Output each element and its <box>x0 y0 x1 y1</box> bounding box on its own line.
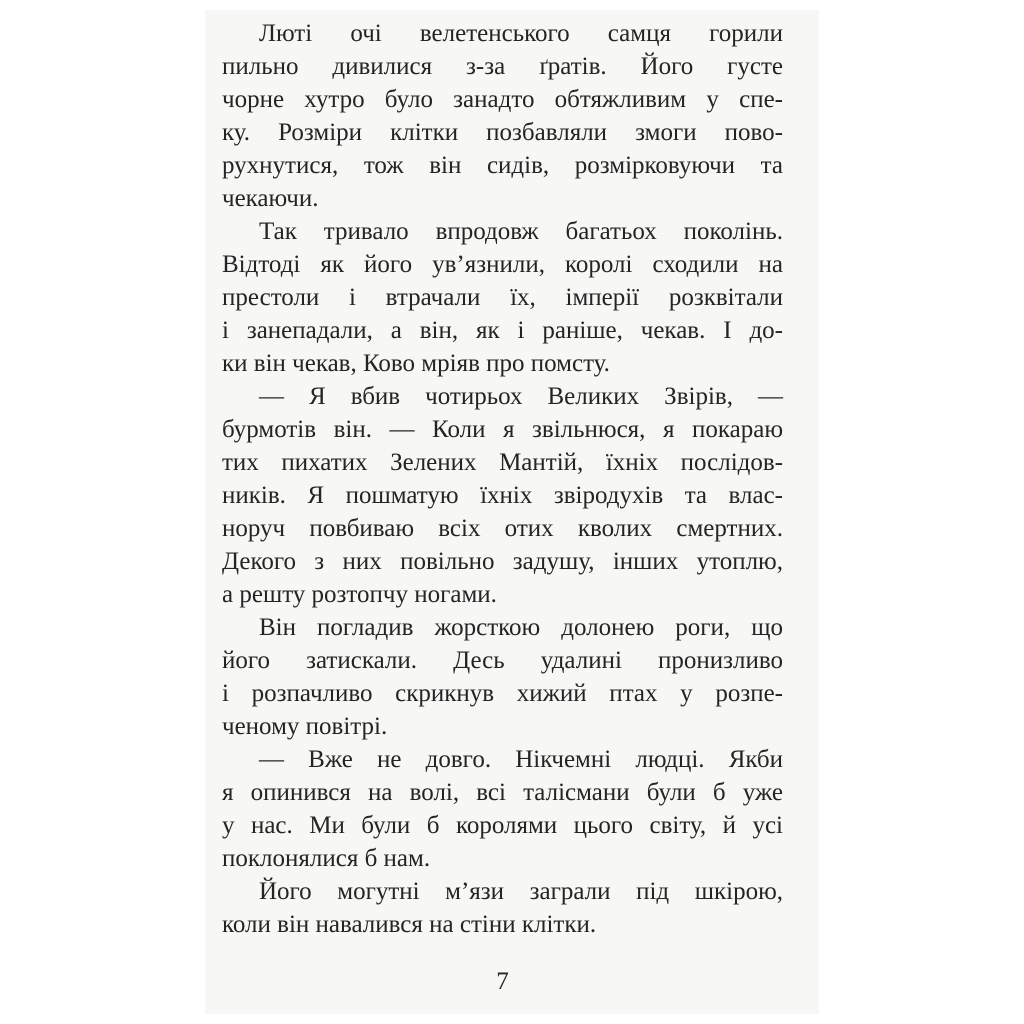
text-line: поклонялися б нам. <box>222 845 431 872</box>
text-line: Декого з них повільно задушу, інших утоплю, <box>222 548 783 575</box>
text-line: ку. Розміри клітки позбавляли змоги пово- <box>222 119 783 146</box>
text-line: Він погладив жорсткою долонею роги, що <box>259 614 783 641</box>
paragraph <box>222 380 783 611</box>
text-line: престоли і втрачали їх, імперії розквітали <box>222 284 783 311</box>
text-line: чекаючи. <box>222 185 319 212</box>
paragraph <box>222 743 783 875</box>
text-line: і розпачливо скрикнув хижий птах у розпе- <box>222 680 783 707</box>
text-line: Так тривало впродовж багатьох поколінь. <box>259 218 783 245</box>
text-line: Відтоді як його ув’язнили, королі сходили на <box>222 251 783 278</box>
text-line: бурмотів він. — Коли я звільнюся, я покараю <box>222 416 783 443</box>
text-line: і занепадали, а він, як і раніше, чекав. І до- <box>222 317 783 344</box>
text-line: я опинився на волі, всі талісмани були б уже <box>222 779 783 806</box>
paragraph <box>222 17 783 215</box>
text-line: пильно дивилися з-за ґратів. Його густе <box>222 53 783 80</box>
paragraph <box>222 215 783 380</box>
paragraph <box>222 875 783 941</box>
text-line: рухнутися, тож він сидів, розмірковуючи та <box>222 152 783 179</box>
text-line: чорне хутро було занадто обтяжливим у спе- <box>222 86 783 113</box>
text-line: коли він навалився на стіни клітки. <box>222 911 597 938</box>
text-block <box>222 17 783 941</box>
text-line: у нас. Ми були б королями цього світу, й усі <box>222 812 783 839</box>
text-line: — Я вбив чотирьох Великих Звірів, — <box>259 383 783 410</box>
text-line: — Вже не довго. Нікчемні людці. Якби <box>259 746 783 773</box>
page-number: 7 <box>496 968 509 995</box>
text-line: ки він чекав, Ково мріяв про помсту. <box>222 350 610 377</box>
text-line: тих пихатих Зелених Мантій, їхніх послідов- <box>222 449 783 476</box>
text-line: Люті очі велетенського самця горили <box>259 20 783 47</box>
text-line: норуч повбиваю всіх отих кволих смертних. <box>222 515 783 542</box>
text-line: а решту розтопчу ногами. <box>222 581 497 608</box>
paragraph <box>222 611 783 743</box>
book-page <box>205 10 819 1014</box>
text-line: ників. Я пошматую їхніх звіродухів та влас- <box>222 482 783 509</box>
text-line: ченому повітрі. <box>222 713 388 740</box>
text-line: Його могутні м’язи заграли під шкірою, <box>259 878 783 905</box>
text-line: його затискали. Десь удалині пронизливо <box>222 647 783 674</box>
